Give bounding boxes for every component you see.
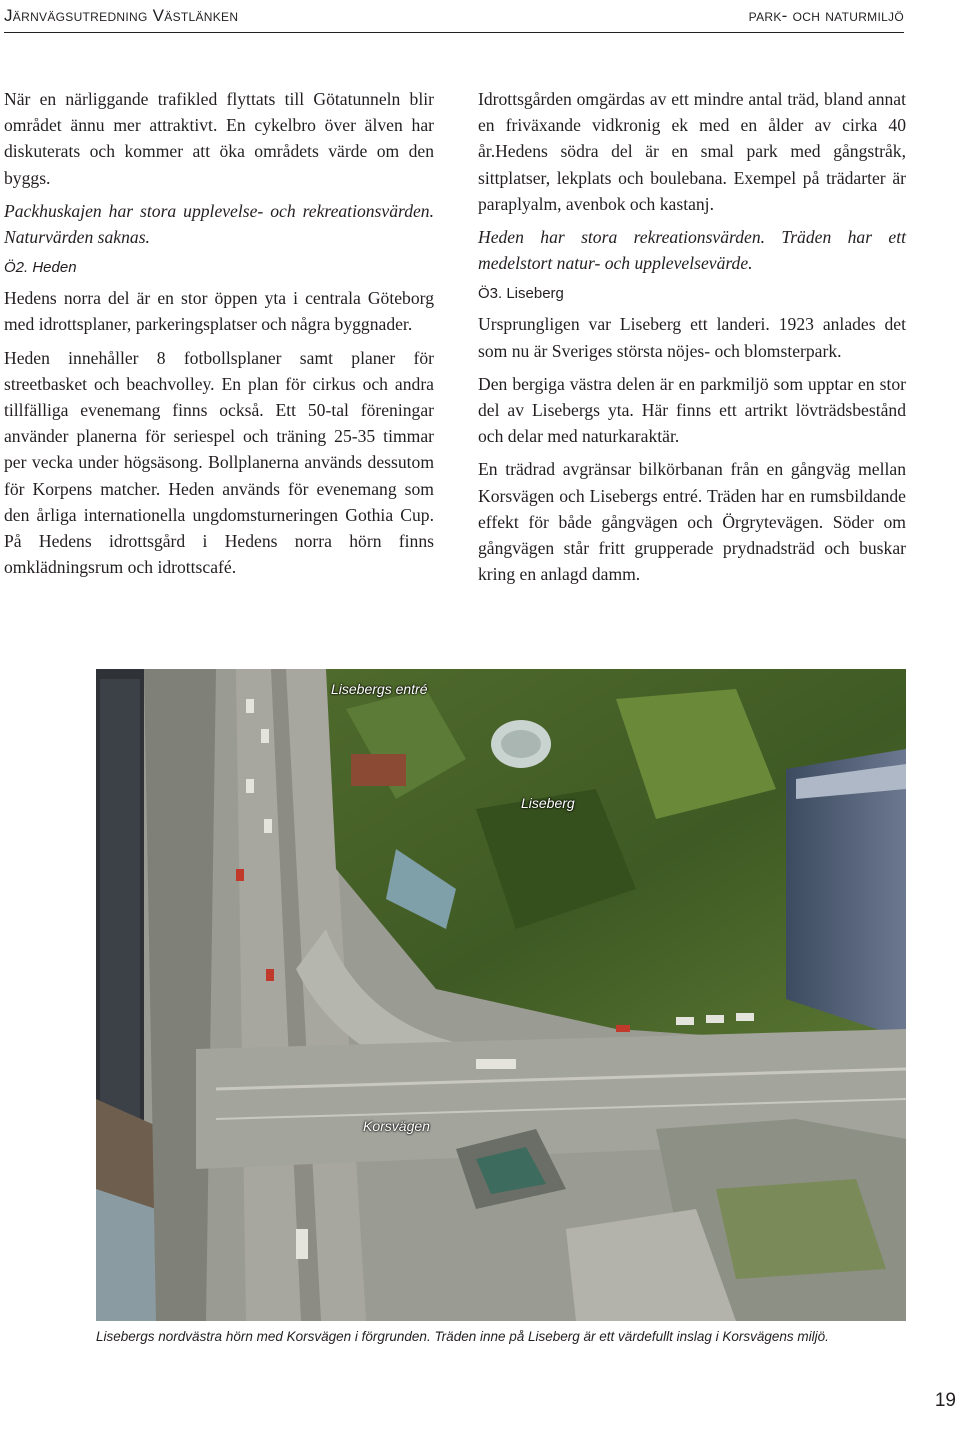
paragraph: Hedens norra del är en stor öppen yta i centrala Göteborg med idrottsplaner, parkeringsplatser och några byggnader. xyxy=(4,288,434,335)
paragraph: En trädrad avgränsar bilkörbanan från en gångväg mellan Korsvägen och Lisebergs entré. Träden har en rumsbildande effekt för både gångvägen och Örgrytevägen. Söder om gångvägen står fritt grupperade prydnadsträd och buskar kring en anlagd damm. xyxy=(478,459,906,585)
section-heading-liseberg: Ö3. Liseberg xyxy=(478,285,564,303)
section-heading-heden: Ö2. Heden xyxy=(4,259,77,277)
running-head-right: park- och naturmiljö xyxy=(748,6,904,25)
paragraph-italic: Heden har stora rekreationsvärden. Träden har ett medelstort natur- och upplevelsevärde. xyxy=(478,227,906,274)
paragraph: Idrottsgården omgärdas av ett mindre antal träd, bland annat en friväxande vidkronig ek med en ålder av cirka 40 år.Hedens södra del är en smal park med gångstråk, sittplatser, lekplats och boulebana. Exempel på trädarter är paraplyalm, avenbok och kastanj. xyxy=(478,89,906,214)
photo-label-liseberg: Liseberg xyxy=(521,795,575,811)
paragraph: Ursprungligen var Liseberg ett landeri. 1923 anlades det som nu är Sveriges största nöjes- och blomsterpark. xyxy=(478,314,906,361)
photo-label-korsvagen: Korsvägen xyxy=(363,1118,430,1134)
paragraph-italic: Packhuskajen har stora upplevelse- och rekreationsvärden. Naturvärden saknas. xyxy=(4,200,434,248)
aerial-photo-illustration xyxy=(96,669,906,1321)
left-column xyxy=(4,86,434,587)
paragraph: Heden innehåller 8 fotbollsplaner samt planer för streetbasket och beachvolley. En plan för cirkus och andra tillfälliga evenemang finns också. Ett 50-tal föreningar använder planerna för seriespel och träning 25-35 timmar per vecka under högsäsong. Bollplanerna används dessutom för Korpens matcher. Heden används för evenemang som den årliga internationella ungdomsturneringen Gothia Cup. På Hedens idrottsgård i Hedens norra hörn finns omklädningsrum och idrottscafé. xyxy=(4,347,434,578)
photo-label-lisebergs-entre: Lisebergs entré xyxy=(331,681,428,697)
right-column xyxy=(478,86,906,594)
page-number: 19 xyxy=(934,1390,956,1411)
header-rule xyxy=(4,32,904,33)
photo-caption: Lisebergs nordvästra hörn med Korsvägen i förgrunden. Träden inne på Liseberg är ett värdefullt inslag i Korsvägens miljö. xyxy=(96,1329,829,1344)
paragraph: Den bergiga västra delen är en parkmiljö som upptar en stor del av Lisebergs yta. Här finns ett artrikt lövträdsbestånd och delar med naturkaraktär. xyxy=(478,373,906,447)
paragraph: När en närliggande trafikled flyttats till Götatunneln blir området ännu mer attraktivt. En cykelbro över älven har diskuterats och kommer att öka områdets värde om den byggs. xyxy=(4,89,434,188)
running-head-left: Järnvägsutredning Västlänken xyxy=(4,6,239,25)
aerial-photo xyxy=(96,669,906,1321)
